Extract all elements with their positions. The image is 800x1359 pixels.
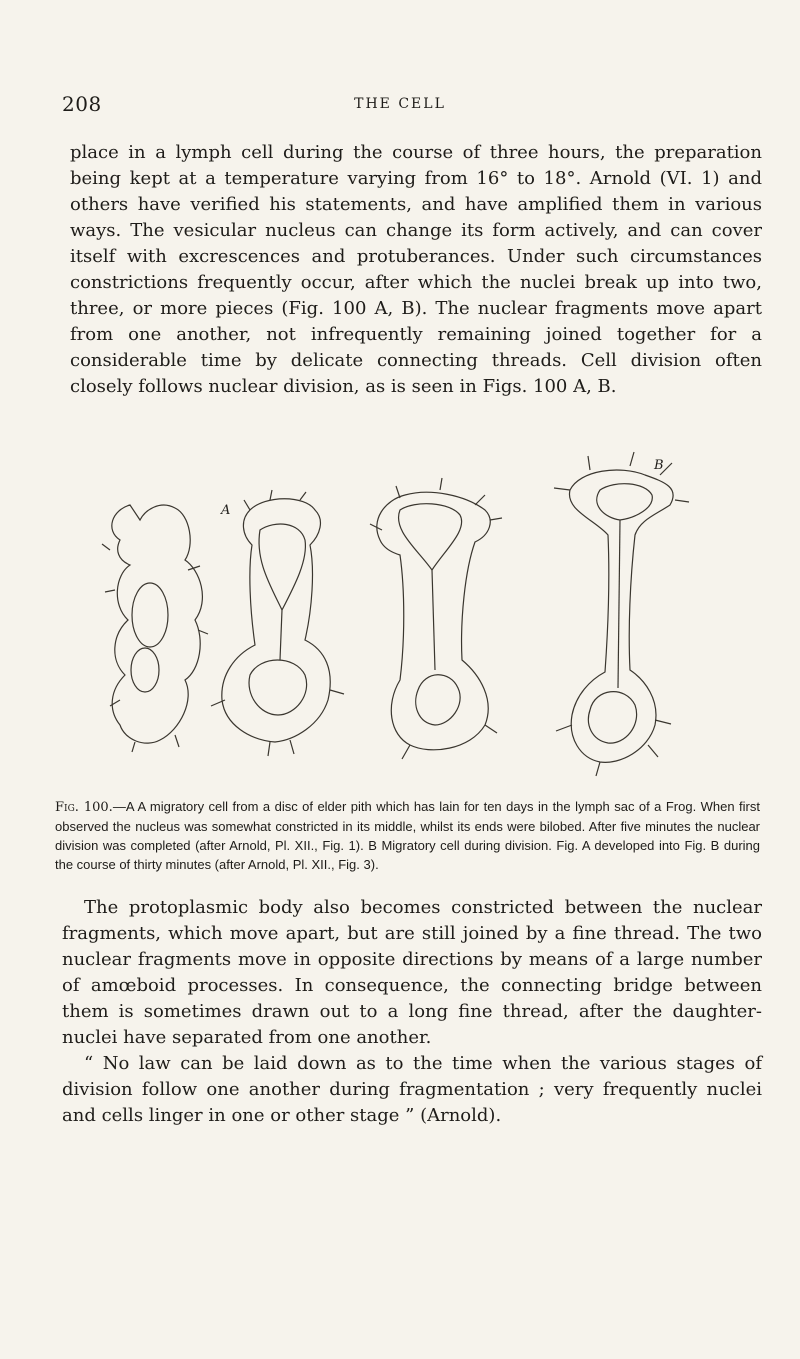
cell-drawing-3	[370, 478, 502, 759]
caption-text: —A A migratory cell from a disc of elder pith which has lain for ten days in the lymph sac of a Frog. When first observed the nucleus was somewhat constricted in its middle, whilst its ends were bilobed. After five minutes the nuclear division was completed (after Arnold, Pl. XII., Fig. 1). B Migratory cell during division. Fig. A developed into Fig. B during the course of thirty minutes (after Arnold, Pl. XII., Fig. 3).	[55, 799, 760, 872]
paragraph-bottom-1: The protoplasmic body also becomes constricted between the nuclear fragments, which move apart, but are still joined by a fine thread. The two nuclear fragments move in opposite directions by means of a large number of amœboid processes. In consequence, the connecting bridge between them is sometimes drawn out to a long fine thread, after the daughter-nuclei have separated from one another.	[62, 897, 762, 1048]
figure-100	[100, 370, 750, 790]
caption-figure-number: Fig. 100.	[55, 800, 113, 815]
paragraph-bottom	[62, 895, 762, 1129]
figure-drawings	[100, 370, 750, 790]
cell-drawing-1	[102, 505, 208, 752]
cell-drawing-4	[554, 452, 689, 776]
figure-label-b: B	[654, 458, 664, 473]
cell-drawing-2	[211, 490, 344, 756]
paragraph-top: place in a lymph cell during the course of three hours, the preparation being kept at a temperature varying from 16° to 18°. Arnold (VI. 1) and others have verified his statements, and have amplified them in various ways. The vesicular nucleus can change its form actively, and can cover itself with excrescences and protuberances. Under such circumstances constrictions frequently occur, after which the nuclei break up into two, three, or more pieces (Fig. 100 A, B). The nuclear fragments move apart from one another, not infrequently remaining joined together for a considerable time by delicate connecting threads. Cell division often closely follows nuclear division, as is seen in Figs. 100 A, B.	[70, 142, 762, 397]
running-title: THE CELL	[354, 96, 446, 112]
figure-label-a: A	[221, 503, 231, 518]
paragraph-bottom-2: “ No law can be laid down as to the time when the various stages of division follow one another during fragmentation ; very frequently nuclei and cells linger in one or other stage ” (Arnold).	[62, 1053, 762, 1126]
figure-caption	[55, 797, 760, 874]
page-number: 208	[62, 92, 102, 116]
